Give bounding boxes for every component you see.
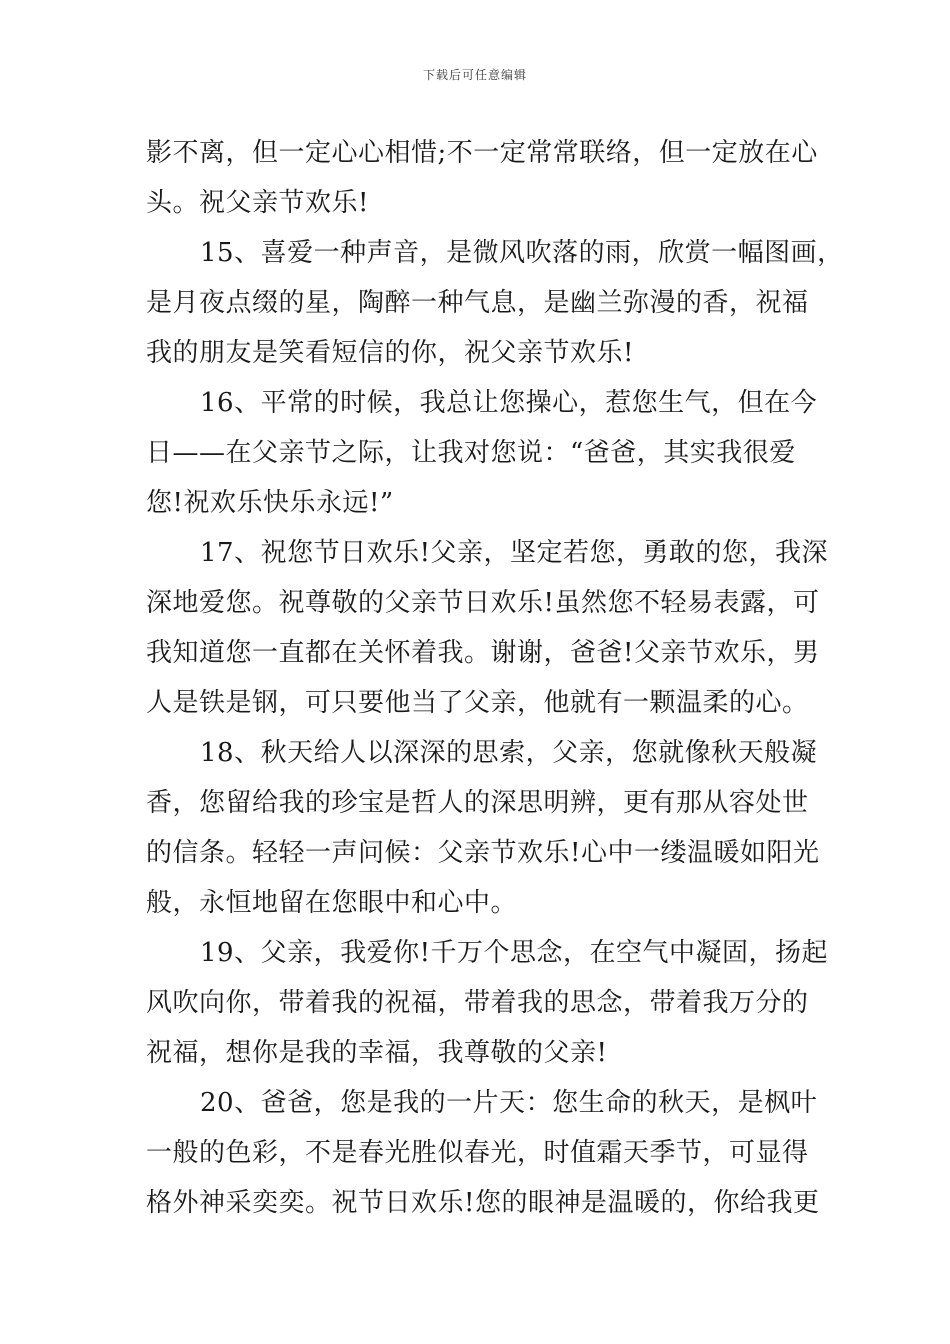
text-line: 一般的色彩，不是春光胜似春光，时值霜天季节，可显得 — [146, 1138, 809, 1168]
paragraph-20-start: 20、爸爸，您是我的一片天：您生命的秋天，是枫叶 — [200, 1088, 818, 1118]
text-line: 风吹向你，带着我的祝福，带着我的思念，带着我万分的 — [146, 988, 809, 1018]
text-line: 您!祝欢乐快乐永远!” — [146, 488, 394, 518]
document-body — [146, 128, 844, 1228]
text-line: 人是铁是钢，可只要他当了父亲，他就有一颗温柔的心。 — [146, 688, 809, 718]
text-line: 深地爱您。祝尊敬的父亲节日欢乐!虽然您不轻易表露，可 — [146, 588, 820, 618]
paragraph-18-start: 18、秋天给人以深深的思索，父亲，您就像秋天般凝 — [200, 738, 818, 768]
text-line: 我知道您一直都在关怀着我。谢谢，爸爸!父亲节欢乐，男 — [146, 638, 820, 668]
text-line: 香，您留给我的珍宝是哲人的深思明辨，更有那从容处世 — [146, 788, 809, 818]
paragraph-19-start: 19、父亲，我爱你!千万个思念，在空气中凝固，扬起 — [200, 938, 829, 968]
text-line: 的信条。轻轻一声问候：父亲节欢乐!心中一缕温暖如阳光 — [146, 838, 820, 868]
paragraph-15-start: 15、喜爱一种声音，是微风吹落的雨，欣赏一幅图画， — [200, 238, 844, 268]
paragraph-16-start: 16、平常的时候，我总让您操心，惹您生气，但在今 — [200, 388, 818, 418]
paragraph-17-start: 17、祝您节日欢乐!父亲，坚定若您，勇敢的您，我深 — [200, 538, 829, 568]
text-line: 影不离，但一定心心相惜;不一定常常联络，但一定放在心 — [146, 138, 818, 168]
text-line: 日——在父亲节之际，让我对您说：“爸爸，其实我很爱 — [146, 438, 796, 468]
text-line: 头。祝父亲节欢乐! — [146, 188, 369, 218]
text-line: 是月夜点缀的星，陶醉一种气息，是幽兰弥漫的香，祝福 — [146, 288, 809, 318]
text-line: 般，永恒地留在您眼中和心中。 — [146, 888, 518, 918]
text-line: 我的朋友是笑看短信的你，祝父亲节欢乐! — [146, 338, 634, 368]
text-line: 祝福，想你是我的幸福，我尊敬的父亲! — [146, 1038, 608, 1068]
page-header: 下载后可任意编辑 — [422, 68, 527, 82]
text-line: 格外神采奕奕。祝节日欢乐!您的眼神是温暖的，你给我更 — [146, 1188, 820, 1218]
